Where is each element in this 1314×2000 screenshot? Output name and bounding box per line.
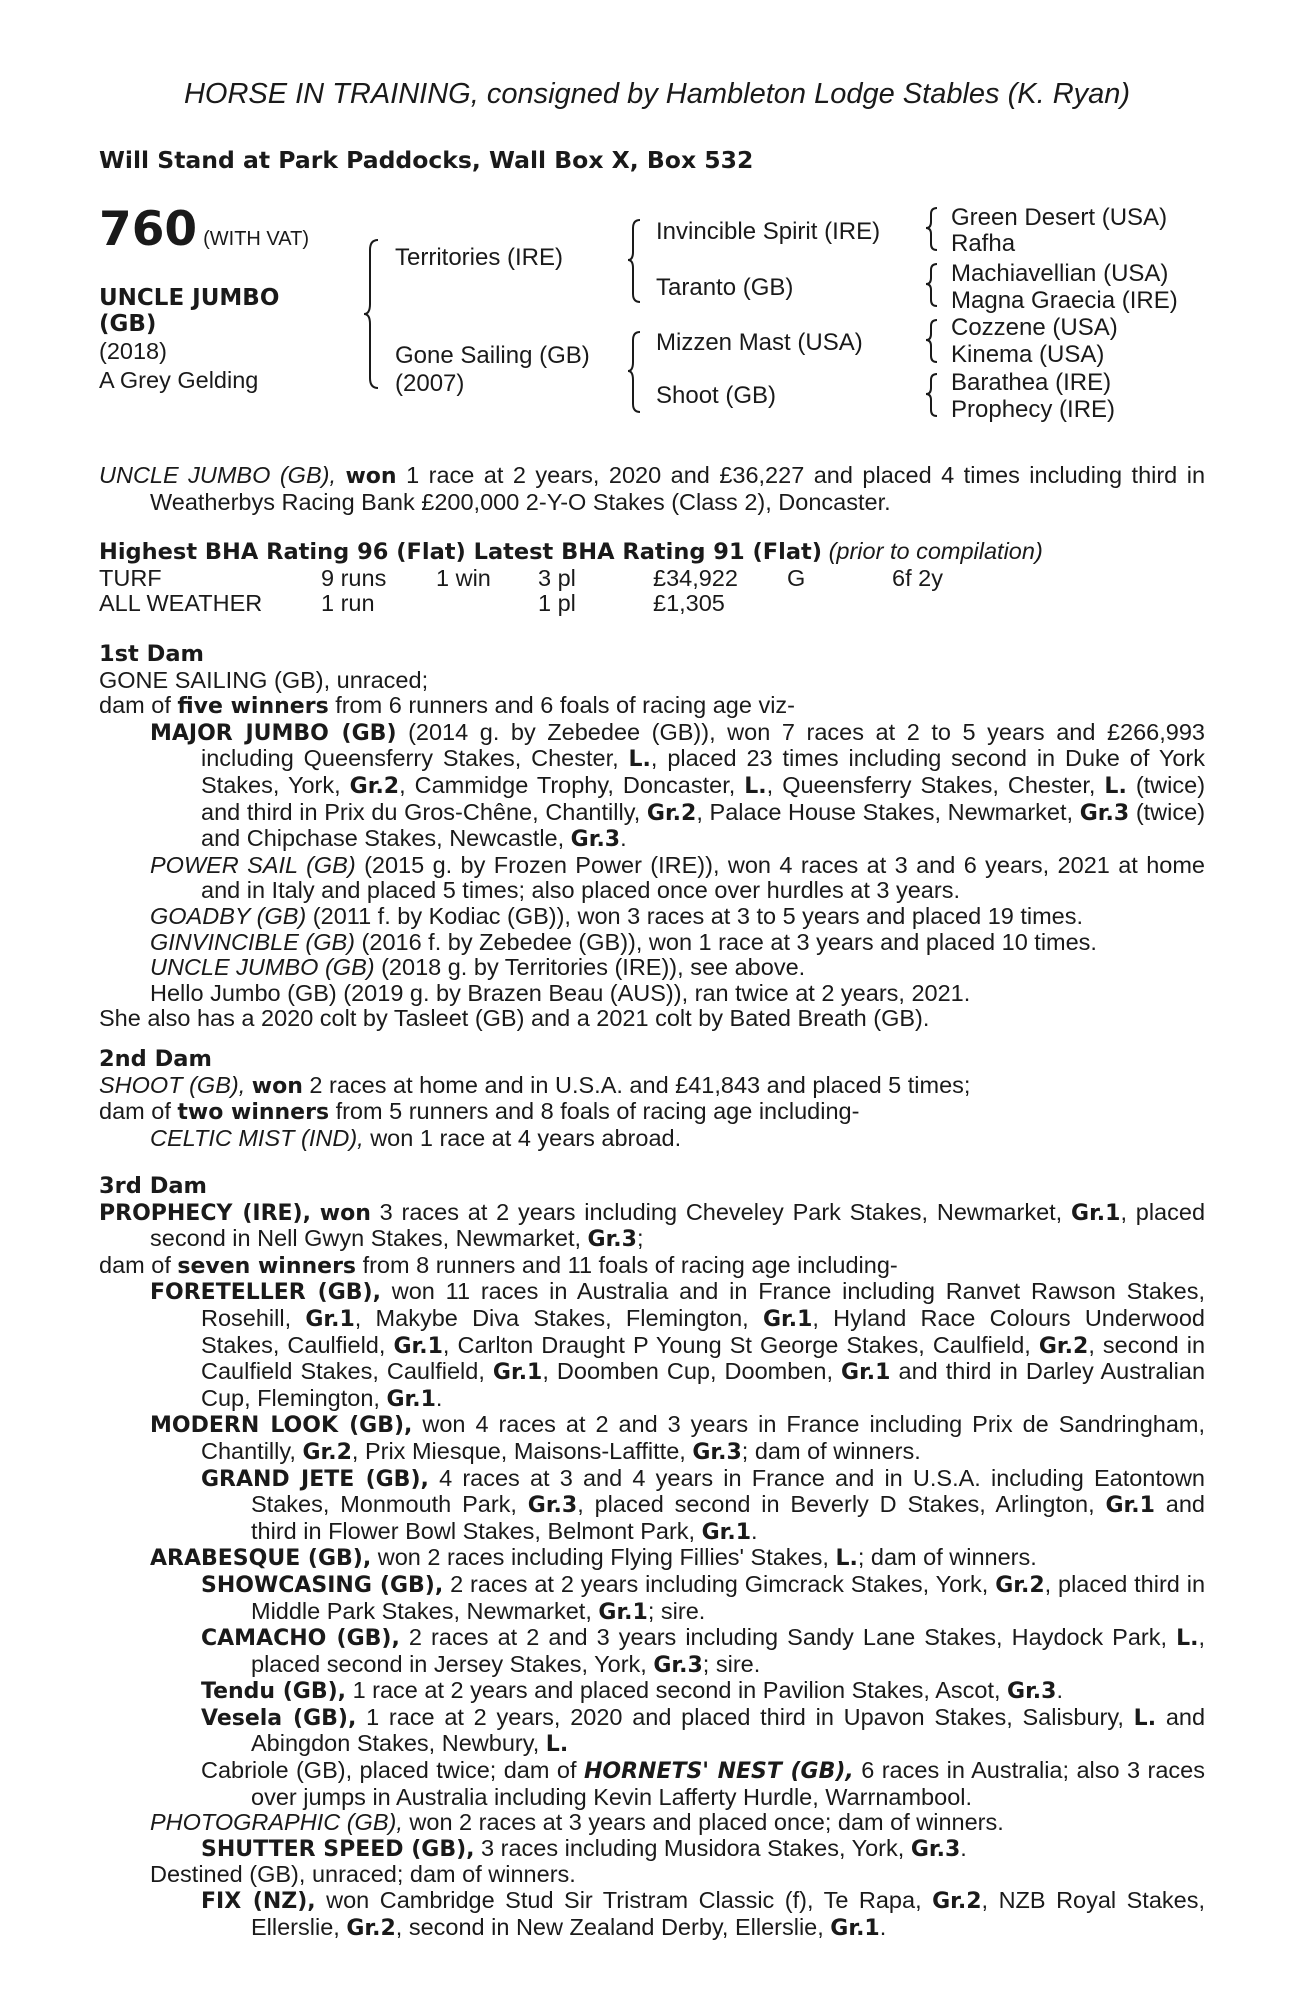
pedigree-g7: Barathea (IRE) — [951, 369, 1112, 396]
second-dam-line1: SHOOT (GB), won 2 races at home and in U.S.A. and £41,843 and placed 5 times; — [99, 1071, 971, 1099]
pedigree-sire: Territories (IRE) — [395, 244, 564, 271]
ratings-heading: Highest BHA Rating 96 (Flat) Latest BHA Rating 91 (Flat) (prior to compilation) — [99, 538, 1043, 565]
lot-number-line — [99, 202, 359, 257]
arabesque-entry: ARABESQUE (GB), won 2 races including Flying Fillies' Stakes, L.; dam of winners. — [150, 1544, 1037, 1572]
first-dam-section — [99, 642, 1205, 1032]
pedigree-g6: Kinema (USA) — [951, 341, 1105, 368]
pedigree-dam: Gone Sailing (GB) — [395, 342, 590, 369]
horse-description: A Grey Gelding — [99, 367, 259, 393]
pedigree-brace-sire — [628, 218, 646, 304]
shutter-speed-entry: SHUTTER SPEED (GB), 3 races including Musidora Stakes, York, Gr.3. — [201, 1834, 967, 1862]
modern-look-entry: MODERN LOOK (GB), won 4 races at 2 and 3 years in France including Prix de Sandringham, Chantilly, Gr.2, Prix Miesque, Maisons-Laffitte, Gr.3; dam of winners. — [150, 1411, 1206, 1465]
horse-year: (2018) — [99, 338, 167, 364]
stand-location: Will Stand at Park Paddocks, Wall Box X, Box 532 — [99, 146, 754, 174]
first-dam-line1: GONE SAILING (GB), unraced; — [99, 666, 429, 693]
pedigree-g2: Rafha — [951, 230, 1016, 257]
goadby-entry: GOADBY (GB) (2011 f. by Kodiac (GB)), won 3 races at 3 to 5 years and placed 19 times. — [150, 902, 1084, 929]
vesela-entry: Vesela (GB), 1 race at 2 years, 2020 and placed third in Upavon Stakes, Salisbury, L. and Abingdon Stakes, Newbury, L. — [201, 1703, 1206, 1758]
pedigree-dam-sire: Mizzen Mast (USA) — [656, 329, 863, 356]
power-sail-entry: POWER SAIL (GB) (2015 g. by Frozen Power (IRE)), won 4 races at 3 and 6 years, 2021 at home and in Italy and placed 5 times; also placed once over hurdles at 3 years. — [150, 851, 1205, 904]
fix-entry: FIX (NZ), won Cambridge Stud Sir Tristram Classic (f), Te Rapa, Gr.2, NZB Royal Stakes, Ellerslie, Gr.2, second in New Zealand Derby, Ellerslie, Gr.1. — [201, 1887, 1206, 1941]
summary-section — [99, 463, 1205, 515]
camacho-entry: CAMACHO (GB), 2 races at 2 and 3 years including Sandy Lane Stakes, Haydock Park, L., placed second in Jersey Stakes, York, Gr.3; sire. — [201, 1624, 1206, 1678]
cabriole-entry: Cabriole (GB), placed twice; dam of HORNETS' NEST (GB), 6 races in Australia; also 3 races over jumps in Australia including Kevin Lafferty Hurdle, Warrnambool. — [201, 1757, 1205, 1810]
showcasing-entry: SHOWCASING (GB), 2 races at 2 years including Gimcrack Stakes, York, Gr.2, placed third in Middle Park Stakes, Newmarket, Gr.1; sire. — [201, 1570, 1206, 1625]
third-dam-section — [99, 1174, 1205, 1941]
pedigree-brace-g1 — [926, 206, 942, 252]
horse-name-line1: UNCLE JUMBO — [99, 285, 280, 311]
pedigree-g8: Prophecy (IRE) — [951, 396, 1116, 423]
aw-row: ALL WEATHER 1 run 1 pl £1,305 — [99, 590, 725, 617]
summary-text: UNCLE JUMBO (GB), won 1 race at 2 years, 2020 and £36,227 and placed 4 times including third in Weatherbys Racing Bank £200,000 2-Y-O Stakes (Class 2), Doncaster. — [99, 462, 1206, 515]
first-dam-heading: 1st Dam — [99, 641, 204, 667]
pedigree-brace-g4 — [926, 372, 942, 418]
hello-jumbo-entry: Hello Jumbo (GB) (2019 g. by Brazen Beau (AUS)), ran twice at 2 years, 2021. — [150, 979, 971, 1006]
horse-name-line2: (GB) — [99, 311, 157, 337]
pedigree-dam-dam: Shoot (GB) — [656, 382, 777, 409]
pedigree-dam-year: (2007) — [395, 370, 465, 397]
turf-row: TURF 9 runs 1 win 3 pl £34,922 G 6f 2y — [99, 564, 943, 591]
photographic-entry: PHOTOGRAPHIC (GB), won 2 races at 3 years and placed once; dam of winners. — [150, 1809, 1004, 1836]
pedigree-g5: Cozzene (USA) — [951, 314, 1118, 341]
pedigree-brace-g2 — [926, 262, 942, 308]
major-jumbo-entry: MAJOR JUMBO (GB) (2014 g. by Zebedee (GB)), won 7 races at 2 to 5 years and £266,993 including Queensferry Stakes, Chester, L., placed 23 times including second in Duke of York Stakes, York, Gr.2, Cammidge Trophy, Doncaster, L., Queensferry Stakes, Chester, L. (twice) and third in Prix du Gros-Chêne, Chantilly, Gr.2, Palace House Stakes, Newmarket, Gr.3 (twice) and Chipchase Stakes, Newcastle, Gr.3. — [150, 718, 1206, 853]
lot-number: 760 — [99, 202, 198, 257]
prophecy-entry: PROPHECY (IRE), won 3 races at 2 years including Cheveley Park Stakes, Newmarket, Gr.1, placed second in Nell Gwyn Stakes, Newmarket, Gr.3; — [99, 1198, 1206, 1253]
first-dam-also: She also has a 2020 colt by Tasleet (GB) and a 2021 colt by Bated Breath (GB). — [99, 1005, 930, 1032]
pedigree-brace-main — [364, 238, 384, 390]
page-header: HORSE IN TRAINING, consigned by Hambleton Lodge Stables (K. Ryan) — [183, 78, 1131, 110]
horse-name — [99, 285, 359, 337]
ratings-section — [99, 539, 1205, 617]
uncle-jumbo-entry: UNCLE JUMBO (GB) (2018 g. by Territories (IRE)), see above. — [150, 954, 806, 981]
lot-block — [99, 202, 359, 395]
second-dam-line2: dam of two winners from 5 runners and 8 foals of racing age including- — [99, 1098, 860, 1126]
pedigree-brace-dam — [628, 330, 646, 414]
pedigree-brace-g3 — [926, 318, 942, 364]
pedigree-sire-dam: Taranto (GB) — [656, 274, 794, 301]
celtic-mist-entry: CELTIC MIST (IND), won 1 race at 4 years abroad. — [150, 1124, 682, 1151]
destined-entry: Destined (GB), unraced; dam of winners. — [150, 1861, 576, 1888]
second-dam-heading: 2nd Dam — [99, 1046, 212, 1072]
foreteller-entry: FORETELLER (GB), won 11 races in Australia and in France including Ranvet Rawson Stakes, Rosehill, Gr.1, Makybe Diva Stakes, Flemington, Gr.1, Hyland Race Colours Underwood Stakes, Caulfield, Gr.1, Carlton Draught P Young St George Stakes, Caulfield, Gr.2, second in Caulfield Stakes, Caulfield, Gr.1, Doomben Cup, Doomben, Gr.1 and third in Darley Australian Cup, Flemington, Gr.1. — [150, 1278, 1206, 1412]
tendu-entry: Tendu (GB), 1 race at 2 years and placed second in Pavilion Stakes, Ascot, Gr.3. — [201, 1677, 1063, 1705]
lot-vat: (WITH VAT) — [203, 228, 310, 250]
ginvincible-entry: GINVINCIBLE (GB) (2016 f. by Zebedee (GB)), won 1 race at 3 years and placed 10 times. — [150, 928, 1097, 955]
grand-jete-entry: GRAND JETE (GB), 4 races at 3 and 4 years in France and in U.S.A. including Eatontown Stakes, Monmouth Park, Gr.3, placed second in Beverly D Stakes, Arlington, Gr.1 and third in Flower Bowl Stakes, Belmont Park, Gr.1. — [201, 1464, 1206, 1545]
pedigree-g3: Machiavellian (USA) — [951, 260, 1169, 287]
second-dam-section — [99, 1047, 1205, 1151]
pedigree-g4: Magna Graecia (IRE) — [951, 287, 1178, 314]
pedigree-g1: Green Desert (USA) — [951, 204, 1168, 231]
pedigree-sire-sire: Invincible Spirit (IRE) — [656, 218, 881, 245]
third-dam-line2: dam of seven winners from 8 runners and 11 foals of racing age including- — [99, 1251, 898, 1279]
first-dam-line2: dam of five winners from 6 runners and 6 foals of racing age viz- — [99, 692, 795, 720]
third-dam-heading: 3rd Dam — [99, 1173, 207, 1199]
